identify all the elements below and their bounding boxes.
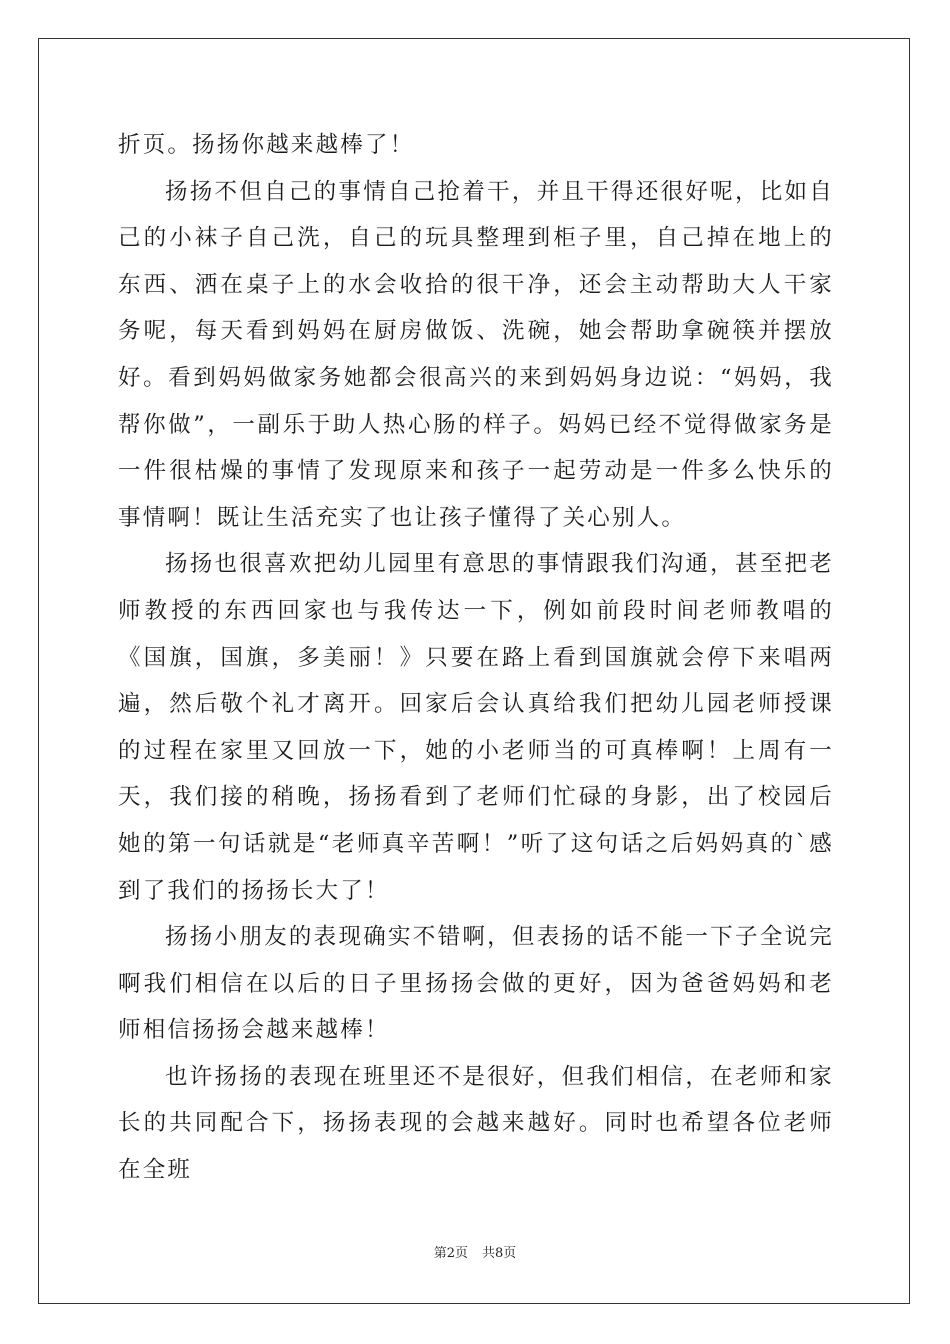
document-body <box>118 122 834 1194</box>
paragraph-hope: 也许扬扬的表现在班里还不是很好，但我们相信，在老师和家长的共同配合下，扬扬表现的会越来越好。同时也希望各位老师在全班 <box>118 1063 834 1184</box>
page-number: 第2页 <box>433 1246 468 1261</box>
paragraph-praise: 扬扬小朋友的表现确实不错啊，但表扬的话不能一下子全说完啊我们相信在以后的日子里扬扬会做的更好，因为爸爸妈妈和老师相信扬扬会越来越棒！ <box>118 924 834 1044</box>
page-total: 共8页 <box>482 1246 517 1261</box>
page-footer <box>0 1242 950 1261</box>
paragraph-kindergarten: 扬扬也很喜欢把幼儿园里有意思的事情跟我们沟通，甚至把老师教授的东西回家也与我传达一下，例如前段时间老师教唱的《国旗，国旗，多美丽！》只要在路上看到国旗就会停下来唱两遍，然后敬个礼才离开。回家后会认真给我们把幼儿园老师授课的过程在家里又回放一下，她的小老师当的可真棒啊！上周有一天，我们接的稍晚，扬扬看到了老师们忙碌的身影，出了校园后她的第一句话就是“老师真辛苦啊！”听了这句话之后妈妈真的`感到了我们的扬扬长大了！ <box>118 551 834 904</box>
paragraph-continuation: 折页。扬扬你越来越棒了！ <box>118 132 415 158</box>
paragraph-chores: 扬扬不但自己的事情自己抢着干，并且干得还很好呢，比如自己的小袜子自己洗，自己的玩具整理到柜子里，自己掉在地上的东西、洒在桌子上的水会收拾的很干净，还会主动帮助大人干家务呢，每天看到妈妈在厨房做饭、洗碗，她会帮助拿碗筷并摆放好。看到妈妈做家务她都会很高兴的来到妈妈身边说：“妈妈，我帮你做”，一副乐于助人热心肠的样子。妈妈已经不觉得做家务是一件很枯燥的事情了发现原来和孩子一起劳动是一件多么快乐的事情啊！既让生活充实了也让孩子懂得了关心别人。 <box>118 178 834 531</box>
